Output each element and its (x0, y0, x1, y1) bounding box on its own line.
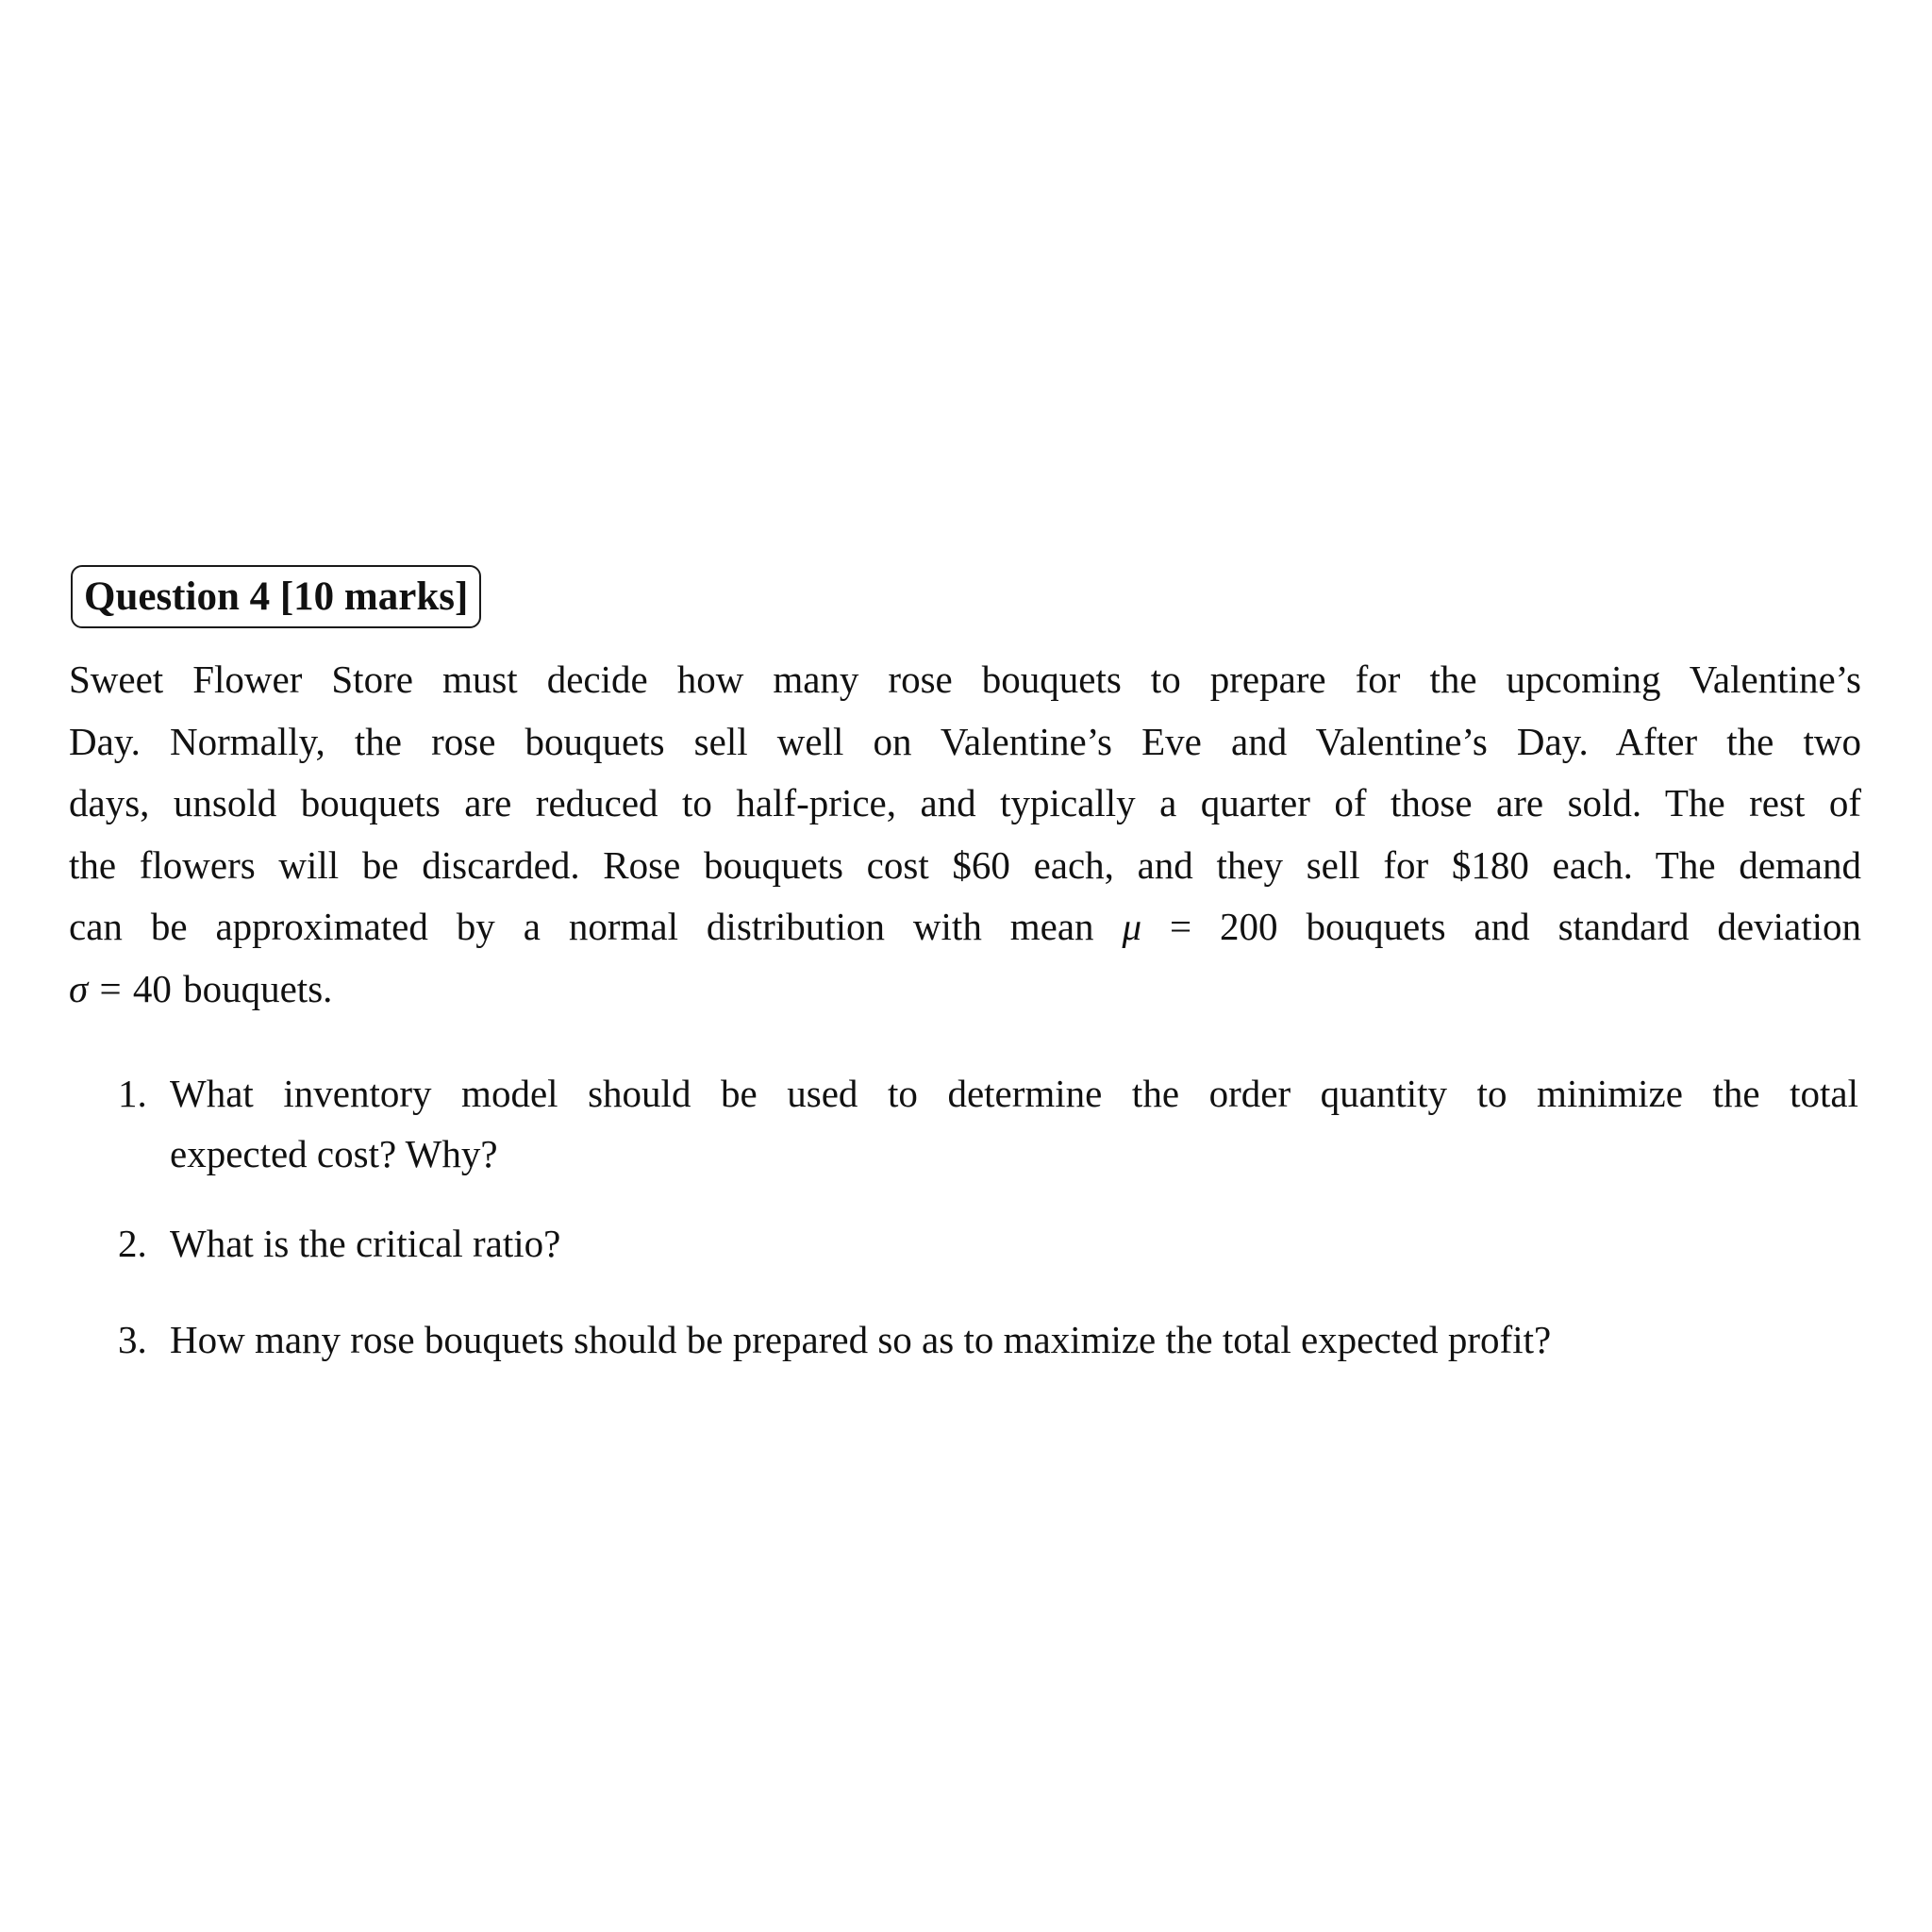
mu-symbol: μ (1122, 905, 1142, 948)
intro-line: the flowers will be discarded. Rose bouquets cost $60 each, and they sell for $180 each. The demand (69, 842, 1861, 887)
sub-question-3 (118, 1309, 1858, 1370)
intro-line: Sweet Flower Store must decide how many rose bouquets to prepare for the upcoming Valentine’s (69, 658, 1861, 701)
sub-question-text-line: expected cost? Why? (170, 1132, 498, 1175)
sub-question-number: 2. (118, 1222, 147, 1265)
intro-line: days, unsold bouquets are reduced to half-price, and typically a quarter of those are sold. The rest of (69, 781, 1861, 824)
sub-question-2 (118, 1213, 1858, 1274)
sub-question-1 (118, 1063, 1858, 1184)
question-title: Question 4 [10 marks] (84, 575, 469, 619)
question-intro-paragraph (69, 649, 1861, 1020)
intro-line: can be approximated by a normal distribution with mean μ = 200 bouquets and standard deviation (69, 905, 1861, 948)
sub-question-number: 3. (118, 1318, 147, 1361)
sub-question-text-line: What is the critical ratio? (170, 1222, 561, 1265)
sigma-symbol: σ (69, 966, 89, 1010)
intro-line: Day. Normally, the rose bouquets sell well on Valentine’s Eve and Valentine’s Day. After the two (69, 719, 1861, 763)
sub-question-number: 1. (118, 1072, 147, 1115)
question-title-box (71, 565, 481, 628)
sub-question-text-line: How many rose bouquets should be prepared so as to maximize the total expected profit? (170, 1318, 1552, 1361)
intro-line: σ = 40 bouquets. (69, 966, 333, 1010)
sub-question-text-line: What inventory model should be used to determine the order quantity to minimize the total (170, 1072, 1858, 1115)
